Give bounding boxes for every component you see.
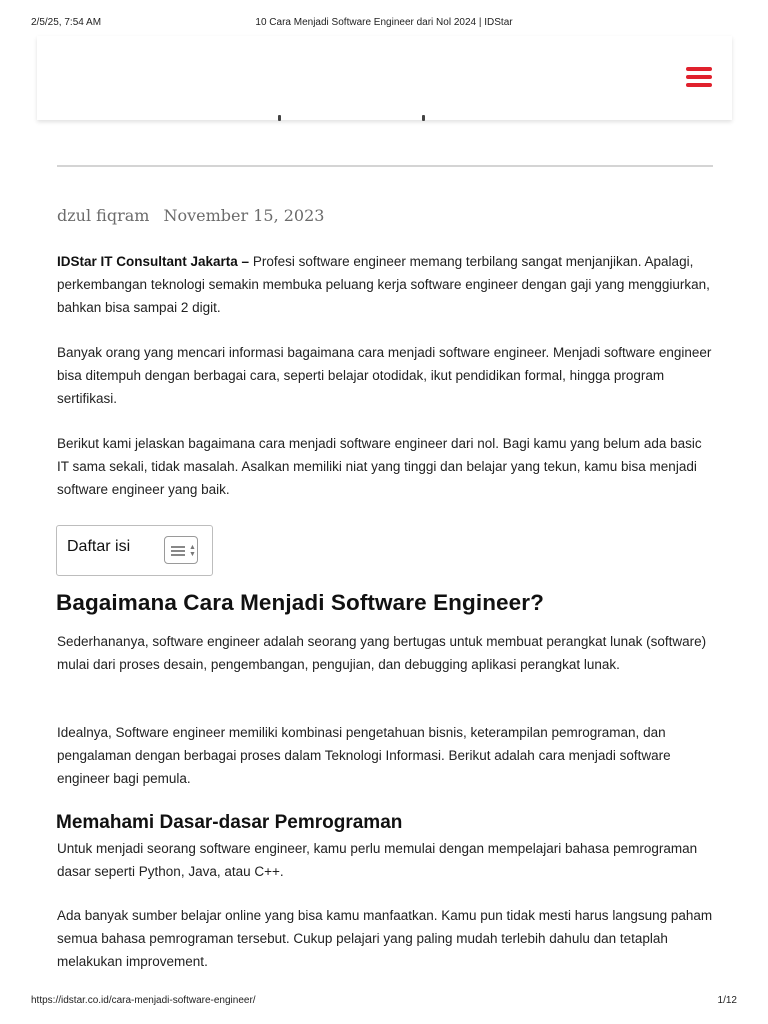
paragraph-text: Berikut kami jelaskan bagaimana cara menjadi software engineer dari nol. Bagi kamu yang belum ada basic IT sama sekali, tidak masalah. Asalkan memiliki niat yang tinggi dan belajar yang tekun, kamu bisa menjadi software engineer yang baik. — [57, 436, 702, 497]
paragraph-text: Banyak orang yang mencari informasi bagaimana cara menjadi software engineer. Menjadi software engineer bisa ditempuh dengan berbagai cara, seperti belajar otodidak, ikut pendidikan formal, hingga program sertifikasi. — [57, 345, 712, 406]
paragraph-text: Ada banyak sumber belajar online yang bisa kamu manfaatkan. Kamu pun tidak mesti harus langsung paham semua bahasa pemrograman tersebut. Cukup pelajari yang paling mudah terlebih dahulu dan tetaplah melakukan improvement. — [57, 908, 713, 969]
subsection-heading: Memahami Dasar-dasar Pemrograman — [56, 812, 403, 833]
intro-bold-label: IDStar IT Consultant Jakarta – — [57, 254, 250, 269]
list-toggle-icon[interactable]: ▲ ▼ — [164, 536, 198, 564]
section-heading: Bagaimana Cara Menjadi Software Engineer? — [56, 590, 544, 615]
post-meta — [57, 206, 324, 225]
article-paragraph — [57, 630, 717, 676]
toc-title: Daftar isi — [67, 538, 131, 555]
paragraph-text: Sederhananya, software engineer adalah seorang yang bertugas untuk membuat perangkat lunak (software) mulai dari proses desain, pengembangan, pengujian, dan debugging aplikasi perangkat lunak. — [57, 634, 707, 672]
site-header — [37, 36, 732, 120]
print-url: https://idstar.co.id/cara-menjadi-software-engineer/ — [31, 995, 256, 1006]
article-intro-paragraph — [57, 250, 717, 319]
hamburger-menu-icon[interactable] — [686, 67, 712, 88]
table-of-contents — [56, 525, 213, 576]
divider — [57, 165, 713, 167]
print-page-number: 1/12 — [717, 995, 737, 1006]
print-datetime: 2/5/25, 7:54 AM — [31, 17, 102, 28]
post-author[interactable]: dzul fiqram — [57, 206, 150, 225]
intro-text: Profesi software engineer memang terbilang sangat menjanjikan. Apalagi, perkembangan teknologi semakin membuka peluang kerja software engineer dengan gaji yang menggiurkan, bahkan bisa sampai 2 digit. — [57, 254, 710, 315]
cropped-title-remnant — [270, 112, 440, 122]
post-date[interactable]: November 15, 2023 — [163, 206, 325, 225]
print-page-title: 10 Cara Menjadi Software Engineer dari Nol 2024 | IDStar — [255, 17, 513, 28]
print-header — [0, 17, 768, 31]
article-paragraph — [57, 721, 717, 790]
article-paragraph — [57, 904, 717, 973]
article-paragraph — [57, 432, 717, 501]
article-paragraph — [57, 341, 717, 410]
article-paragraph — [57, 837, 717, 883]
paragraph-text: Untuk menjadi seorang software engineer, kamu perlu memulai dengan mempelajari bahasa pemrograman dasar seperti Python, Java, atau C++. — [57, 841, 698, 879]
paragraph-text: Idealnya, Software engineer memiliki kombinasi pengetahuan bisnis, keterampilan pemrograman, dan pengalaman dengan berbagai proses dalam Teknologi Informasi. Berikut adalah cara menjadi software engineer bagi pemula. — [57, 725, 671, 786]
